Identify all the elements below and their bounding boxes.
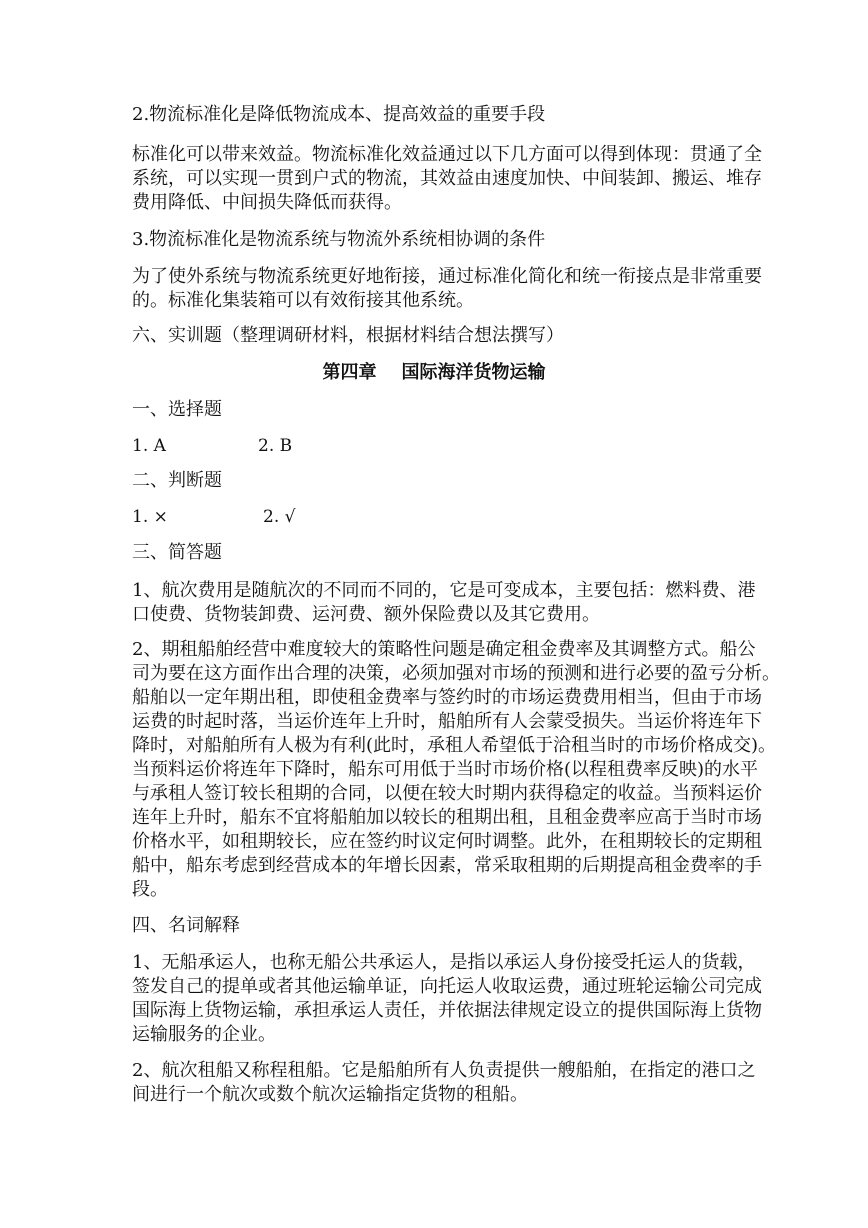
point2-body-line-2: 系统，可以实现一贯到户式的物流，其效益由速度加快、中间装卸、搬运、堆存 — [132, 168, 762, 189]
short-q2-line-2: 司为要在这方面作出合理的决策，必须加强对市场的预测和进行必要的盈亏分析。 — [132, 663, 780, 684]
short-q2-line-8: 连年上升时，船东不宜将船舶加以较长的租期出租，且租金费率应高于当时市场 — [132, 807, 762, 828]
choice-answer-1: 1. A — [132, 436, 166, 456]
terms-heading: 四、名词解释 — [132, 915, 240, 936]
term1-line-3: 国际海上货物运输，承担承运人责任，并依据法律规定设立的提供国际海上货物 — [132, 1000, 762, 1021]
point2-heading: 2.物流标准化是降低物流成本、提高效益的重要手段 — [132, 104, 546, 125]
term2-line-2: 间进行一个航次或数个航次运输指定货物的租船。 — [132, 1084, 528, 1105]
point2-body-line-3: 费用降低、中间损失降低而获得。 — [132, 192, 402, 213]
term2-line-1: 2、航次租船又称程租船。它是船舶所有人负责提供一艘船舶，在指定的港口之 — [132, 1060, 756, 1081]
short-q2-line-7: 与承租人签订较长租期的合同，以便在较大时期内获得稳定的收益。当预料运价 — [132, 783, 762, 804]
short-q2-line-1: 2、期租船舶经营中难度较大的策略性问题是确定租金费率及其调整方式。船公 — [132, 639, 756, 660]
short-q2-line-3: 船舶以一定年期出租，即使租金费率与签约时的市场运费费用相当，但由于市场 — [132, 687, 762, 708]
judge-answer-2: 2. √ — [263, 507, 296, 527]
short-q1-line-1: 1、航次费用是随航次的不同而不同的，它是可变成本，主要包括：燃料费、港 — [132, 580, 756, 601]
short-q2-line-4: 运费的时起时落，当运价连年上升时，船舶所有人会蒙受损失。当运价将连年下 — [132, 711, 762, 732]
section-six-heading: 六、实训题（整理调研材料，根据材料结合想法撰写） — [132, 325, 564, 346]
short-q2-line-9: 价格水平，如租期较长，应在签约时议定何时调整。此外，在租期较长的定期租 — [132, 831, 762, 852]
point2-body-line-1: 标准化可以带来效益。物流标准化效益通过以下几方面可以得到体现：贯通了全 — [132, 144, 762, 165]
short-q1-line-2: 口使费、货物装卸费、运河费、额外保险费以及其它费用。 — [132, 604, 600, 625]
term1-line-2: 签发自己的提单或者其他运输单证，向托运人收取运费，通过班轮运输公司完成 — [132, 976, 762, 997]
choice-heading: 一、选择题 — [132, 399, 222, 420]
short-answer-heading: 三、简答题 — [132, 542, 222, 563]
short-q2-line-11: 段。 — [132, 879, 168, 900]
judge-answer-1: 1. × — [132, 507, 168, 527]
term1-line-1: 1、无船承运人，也称无船公共承运人，是指以承运人身份接受托运人的货载， — [132, 952, 756, 973]
choice-answer-2: 2. B — [258, 436, 293, 456]
point3-heading: 3.物流标准化是物流系统与物流外系统相协调的条件 — [132, 229, 546, 250]
chapter-title: 第四章 国际海洋货物运输 — [322, 362, 546, 383]
term1-line-4: 运输服务的企业。 — [132, 1024, 276, 1045]
point3-body-line-1: 为了使外系统与物流系统更好地衔接，通过标准化简化和统一衔接点是非常重要 — [132, 266, 762, 287]
short-q2-line-5: 降时，对船舶所有人极为有利(此时，承租人希望低于洽租当时的市场价格成交)。 — [132, 735, 777, 756]
short-q2-line-6: 当预料运价将连年下降时，船东可用低于当时市场价格(以程租费率反映)的水平 — [132, 759, 759, 780]
short-q2-line-10: 船中，船东考虑到经营成本的年增长因素，常采取租期的后期提高租金费率的手 — [132, 855, 762, 876]
point3-body-line-2: 的。标准化集装箱可以有效衔接其他系统。 — [132, 290, 474, 311]
judge-heading: 二、判断题 — [132, 470, 222, 491]
